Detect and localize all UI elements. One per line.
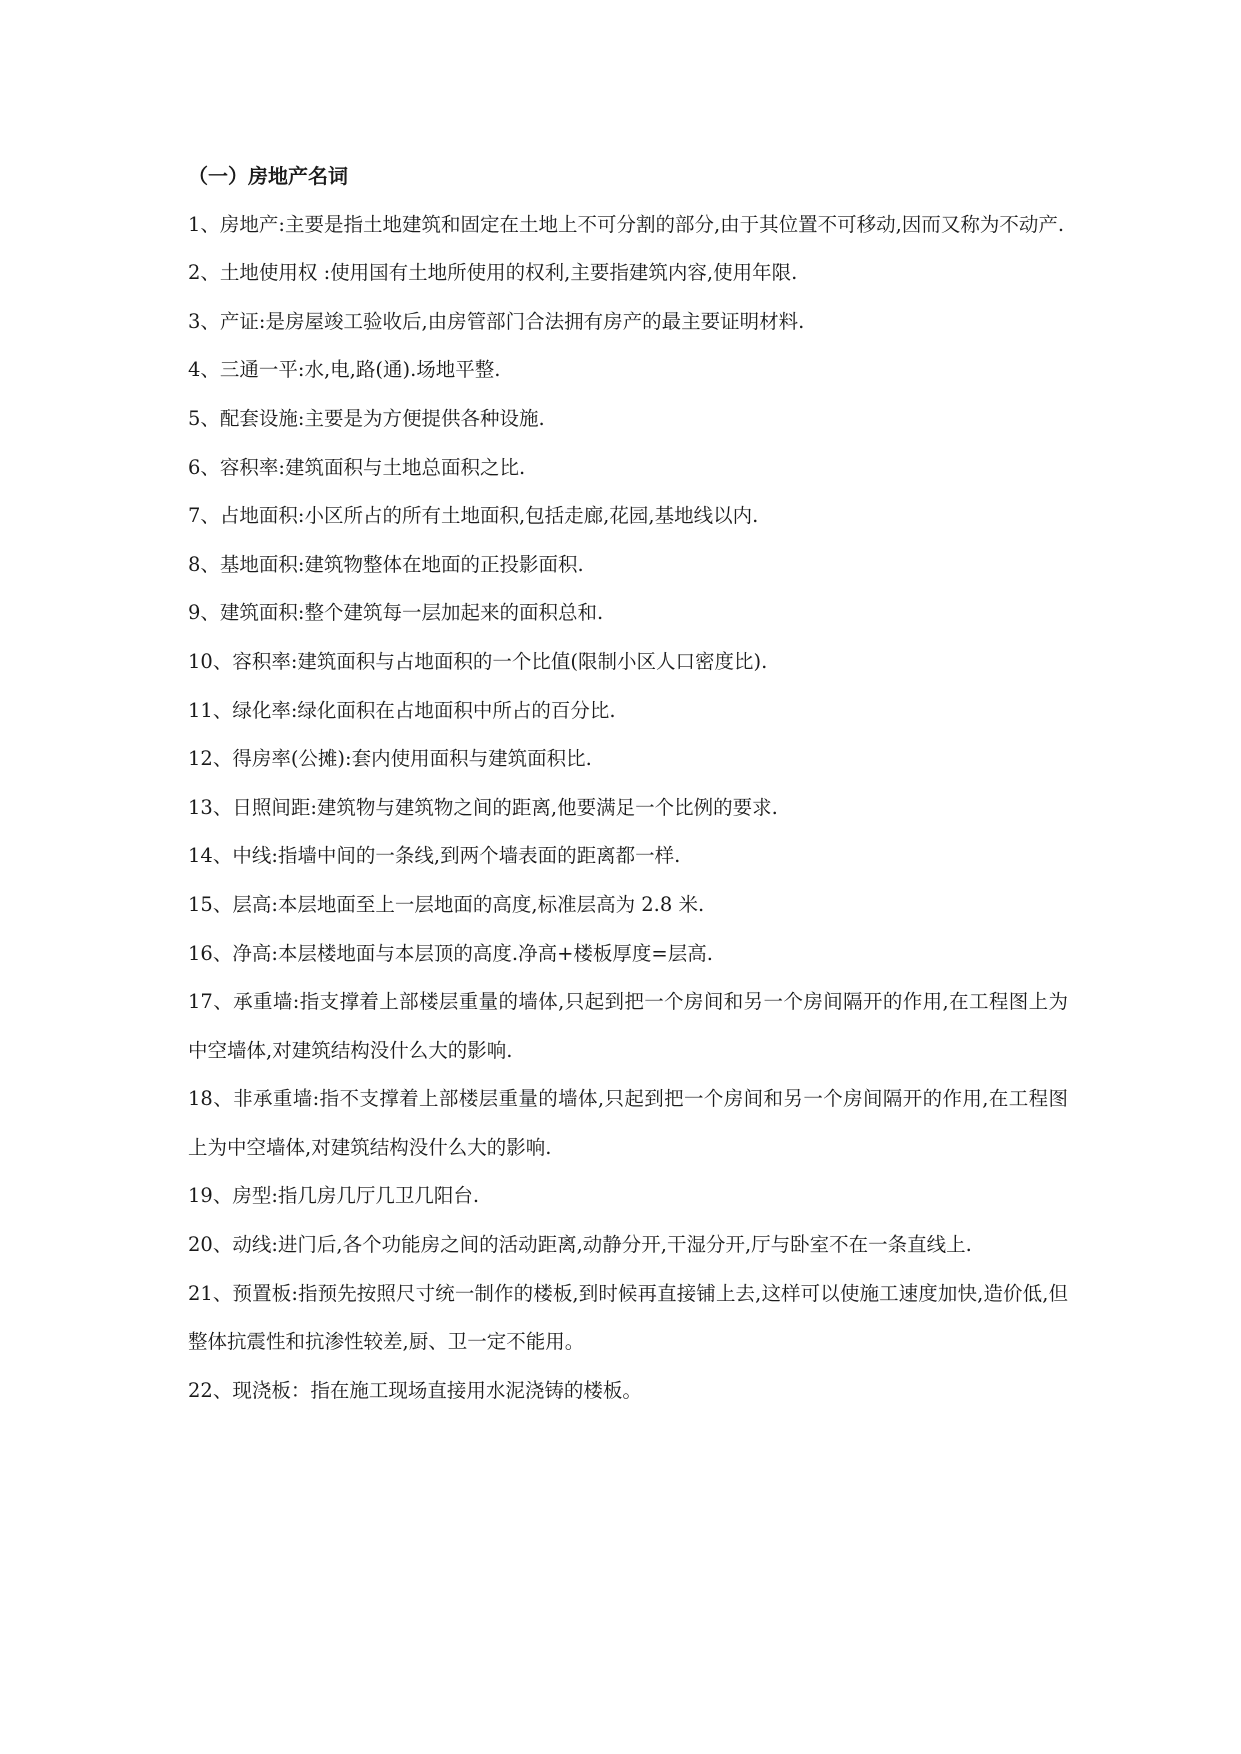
term-item-12: 12、得房率(公摊):套内使用面积与建筑面积比. [188, 747, 592, 771]
term-item-22: 22、现浇板：指在施工现场直接用水泥浇铸的楼板。 [188, 1378, 642, 1402]
term-item-9: 9、建筑面积:整个建筑每一层加起来的面积总和. [188, 601, 604, 625]
term-item-18: 18、非承重墙:指不支撑着上部楼层重量的墙体,只起到把一个房间和另一个房间隔开的作用,在工程图上为中空墙体,对建筑结构没什么大的影响. [188, 1087, 1068, 1159]
term-item-3: 3、产证:是房屋竣工验收后,由房管部门合法拥有房产的最主要证明材料. [188, 309, 805, 333]
term-item-15: 15、层高:本层地面至上一层地面的高度,标准层高为 2.8 米. [188, 892, 705, 916]
term-item-14: 14、中线:指墙中间的一条线,到两个墙表面的距离都一样. [188, 844, 681, 868]
document-body [188, 152, 1068, 1415]
term-item-6: 6、容积率:建筑面积与土地总面积之比. [188, 455, 526, 479]
term-item-7: 7、占地面积:小区所占的所有土地面积,包括走廊,花园,基地线以内. [188, 504, 759, 528]
term-item-4: 4、三通一平:水,电,路(通).场地平整. [188, 358, 501, 382]
term-item-5: 5、配套设施:主要是为方便提供各种设施. [188, 406, 545, 430]
term-item-10: 10、容积率:建筑面积与占地面积的一个比值(限制小区人口密度比). [188, 649, 768, 673]
term-item-2: 2、土地使用权 :使用国有土地所使用的权利,主要指建筑内容,使用年限. [188, 261, 798, 285]
term-item-16: 16、净高:本层楼地面与本层顶的高度.净高+楼板厚度=层高. [188, 941, 713, 965]
term-item-13: 13、日照间距:建筑物与建筑物之间的距离,他要满足一个比例的要求. [188, 795, 778, 819]
term-item-8: 8、基地面积:建筑物整体在地面的正投影面积. [188, 552, 584, 576]
term-item-17: 17、承重墙:指支撑着上部楼层重量的墙体,只起到把一个房间和另一个房间隔开的作用,在工程图上为中空墙体,对建筑结构没什么大的影响. [188, 990, 1068, 1062]
term-item-1: 1、房地产:主要是指土地建筑和固定在土地上不可分割的部分,由于其位置不可移动,因而又称为不动产. [188, 212, 1065, 236]
section-heading: （一）房地产名词 [188, 164, 348, 188]
term-item-19: 19、房型:指几房几厅几卫几阳台. [188, 1184, 480, 1208]
term-item-20: 20、动线:进门后,各个功能房之间的活动距离,动静分开,干湿分开,厅与卧室不在一条直线上. [188, 1233, 972, 1257]
term-item-11: 11、绿化率:绿化面积在占地面积中所占的百分比. [188, 698, 616, 722]
term-item-21: 21、预置板:指预先按照尺寸统一制作的楼板,到时候再直接铺上去,这样可以使施工速度加快,造价低,但整体抗震性和抗渗性较差,厨、卫一定不能用。 [188, 1281, 1068, 1354]
